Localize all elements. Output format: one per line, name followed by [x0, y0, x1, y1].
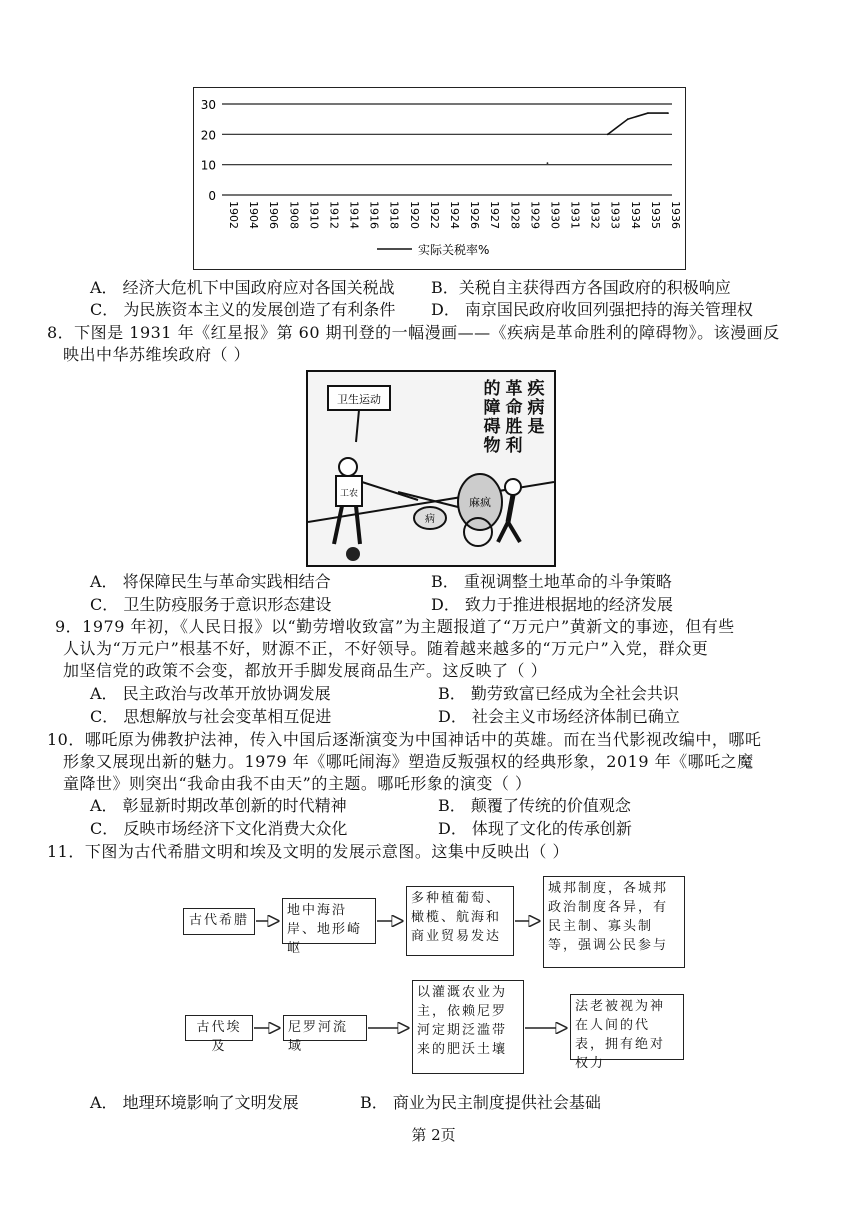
y-tick-label: 0 [208, 189, 216, 203]
greece-geo-box: 地中海沿岸、地形崎岖 [282, 898, 376, 944]
cartoon-title-char: 胜 [505, 417, 523, 437]
egypt-econ-box: 以灌溉农业为主，依赖尼罗河定期泛滥带来的肥沃土壤 [412, 980, 524, 1074]
x-tick-label: 1932 [588, 201, 602, 229]
y-tick-label: 20 [200, 128, 216, 143]
cartoon-person-label: 工农 [339, 489, 359, 499]
x-tick-label: 1936 [669, 201, 682, 229]
legend-label: 实际关税率% [418, 243, 490, 257]
q10-stem-line2: 形象又展现出新的魅力。1979 年《哪吒闹海》塑造反叛强权的经典形象，2019 年《哪吒之魔 [63, 752, 754, 771]
cartoon-title-char: 的 [483, 379, 501, 399]
q8-stem-line2: 映出中华苏维埃政府（ ） [63, 345, 251, 364]
x-tick-label: 1929 [528, 201, 542, 229]
x-tick-label: 1914 [347, 201, 361, 229]
x-tick-label: 1908 [287, 201, 301, 229]
x-tick-label: 1926 [468, 201, 482, 229]
q7-option-d: D． 南京国民政府收回列强把持的海关管理权 [431, 300, 753, 319]
cartoon-title-char: 是 [527, 417, 545, 437]
cartoon-title-char: 疾 [527, 379, 545, 399]
q10-option-a: A． 彰显新时期改革创新的时代精神 [90, 796, 347, 815]
x-tick-label: 1918 [387, 201, 401, 229]
q11-option-b: B． 商业为民主制度提供社会基础 [360, 1093, 601, 1112]
q10-option-c: C． 反映市场经济下文化消费大众化 [90, 819, 348, 838]
x-tick-label: 1935 [648, 201, 662, 229]
x-tick-label: 1933 [608, 201, 622, 229]
x-tick-label: 1912 [327, 201, 341, 229]
cartoon-title-char: 病 [527, 398, 545, 418]
q9-stem-line2: 人认为“万元户”根基不好，财源不正，不好领导。随着越来越多的“万元户”入党，群众更 [63, 639, 709, 658]
q11-option-a: A． 地理环境影响了文明发展 [90, 1093, 299, 1112]
q8-option-a: A． 将保障民生与革命实践相结合 [90, 572, 331, 591]
x-tick-label: 1902 [227, 201, 240, 229]
greece-politics-box: 城邦制度，各城邦政治制度各异，有民主制、寡头制等，强调公民参与 [543, 876, 685, 968]
page-number: 第 2页 [411, 1126, 456, 1144]
egypt-label-box: 古代埃及 [185, 1015, 253, 1041]
cartoon-bag-label-1: 病 [425, 514, 435, 525]
greece-label-box: 古代希腊 [183, 908, 255, 935]
q10-stem-line1: 10．哪吒原为佛教护法神，传入中国后逐渐演变为中国神话中的英雄。而在当代影视改编中，哪吒 [47, 730, 762, 749]
q7-option-c: C． 为民族资本主义的发展创造了有利条件 [90, 300, 396, 319]
q11-stem-line1: 11．下图为古代希腊文明和埃及文明的发展示意图。这集中反映出（ ） [47, 842, 569, 861]
cartoon-title-char: 命 [505, 398, 523, 418]
egypt-politics-box: 法老被视为神在人间的代表，拥有绝对权力 [570, 994, 684, 1060]
cartoon-title-char: 碍 [483, 417, 501, 437]
q7-option-b: B．关税自主获得西方各国政府的积极响应 [431, 278, 731, 297]
q9-option-a: A． 民主政治与改革开放协调发展 [90, 684, 331, 703]
q9-stem-line1: 9．1979 年初，《人民日报》以“勤劳增收致富”为主题报道了“万元户”黄新文的事迹，但有些 [55, 617, 735, 636]
cartoon-title-char: 利 [505, 436, 523, 456]
x-tick-label: 1906 [267, 201, 281, 229]
egypt-geo-box: 尼罗河流域 [283, 1015, 367, 1041]
q9-stem-line3: 加坚信党的政策不会变，都放开手脚发展商品生产。这反映了（ ） [63, 661, 548, 680]
x-tick-label: 1927 [488, 201, 502, 229]
q9-option-c: C． 思想解放与社会变革相互促进 [90, 707, 332, 726]
x-tick-label: 1920 [407, 201, 421, 229]
q10-option-d: D． 体现了文化的传承创新 [438, 819, 632, 838]
cartoon-title-char: 障 [483, 398, 501, 418]
x-tick-label: 1904 [247, 201, 261, 229]
x-tick-label: 1928 [508, 201, 522, 229]
x-tick-label: 1910 [307, 201, 321, 229]
x-tick-label: 1934 [628, 201, 642, 229]
cartoon-bag-label-2: 麻疯 [469, 496, 491, 509]
y-tick-label: 30 [200, 98, 216, 112]
q9-option-b: B． 勤劳致富已经成为全社会共识 [438, 684, 679, 703]
q7-option-a: A． 经济大危机下中国政府应对各国关税战 [90, 278, 395, 297]
cartoon-sign-text: 卫生运动 [337, 393, 381, 406]
q8-option-c: C． 卫生防疫服务于意识形态建设 [90, 595, 332, 614]
q8-option-d: D． 致力于推进根据地的经济发展 [431, 595, 673, 614]
q8-stem-line1: 8．下图是 1931 年《红星报》第 60 期刊登的一幅漫画——《疾病是革命胜利的障碍物》。该漫画反 [47, 323, 780, 342]
y-tick-label: 10 [200, 158, 216, 173]
cartoon-title-char: 物 [483, 436, 501, 456]
x-tick-label: 1930 [548, 201, 562, 229]
x-tick-label: 1916 [367, 201, 381, 229]
x-tick-label: 1924 [448, 201, 461, 229]
greece-econ-box: 多种植葡萄、橄榄、航海和商业贸易发达 [406, 886, 514, 956]
x-tick-label: 1931 [568, 201, 582, 229]
cartoon-title-char: 革 [505, 379, 523, 399]
q8-option-b: B． 重视调整土地革命的斗争策略 [431, 572, 672, 591]
q10-stem-line3: 童降世》则突出“我命由我不由天”的主题。哪吒形象的演变（ ） [63, 774, 532, 793]
x-tick-label: 1922 [427, 201, 441, 229]
q10-option-b: B． 颠覆了传统的价值观念 [438, 796, 631, 815]
q9-option-d: D． 社会主义市场经济体制已确立 [438, 707, 680, 726]
